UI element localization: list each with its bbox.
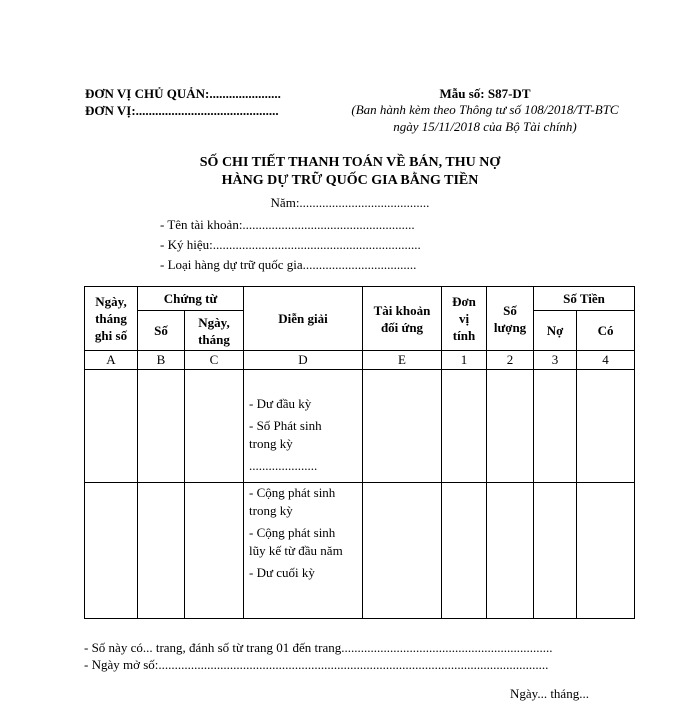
header-unit: Đơn vị tính [442,287,487,351]
parent-unit-label: ĐƠN VỊ CHỦ QUẢN:...................... [85,86,281,101]
header-voucher: Chứng từ [138,287,244,311]
cell-empty [85,370,138,483]
cell-empty [138,483,185,619]
description-line: - Cộng phát sinh [249,485,336,500]
column-code: 3 [534,351,577,370]
cell-empty [487,370,534,483]
description-line: - Dư đầu kỳ [249,396,312,411]
symbol-line: - Ký hiệu:................................................................ [160,237,421,252]
column-code: A [85,351,138,370]
description-line: - Cộng phát sinh [249,525,336,540]
column-code: E [363,351,442,370]
cell-empty [442,370,487,483]
header-debit: Nợ [534,311,577,351]
description-line: - Số Phát sinh [249,418,322,433]
ledger-row [85,370,635,483]
column-code: 1 [442,351,487,370]
cell-empty [363,483,442,619]
goods-type-line: - Loại hàng dự trữ quốc gia................................... [160,257,417,272]
header-counter-account: Tài khoản đối ứng [363,287,442,351]
year-line: Năm:........................................ [270,195,430,210]
account-name-line: - Tên tài khoản:..................................................... [160,217,415,232]
column-codes-row [85,351,635,370]
header-amount: Số Tiền [534,287,635,311]
description-line: trong kỳ [249,503,293,518]
form-number: Mẫu số: S87-DT [439,86,531,101]
document-title-line2: HÀNG DỰ TRỮ QUỐC GIA BẰNG TIỀN [221,173,479,188]
header-quantity: Số lượng [487,287,534,351]
cell-empty [185,370,244,483]
ledger-table [84,286,635,619]
description-line: trong kỳ [249,436,293,451]
cell-empty [185,483,244,619]
description-line: - Dư cuối kỳ [249,565,315,580]
header-date-recorded: Ngày, tháng ghi số [85,287,138,351]
cell-empty [85,483,138,619]
unit-label: ĐƠN VỊ:............................................ [85,103,279,118]
header-voucher-number: Số [138,311,185,351]
ledger-row [85,483,635,619]
cell-empty [534,370,577,483]
cell-empty [534,483,577,619]
header-credit: Có [577,311,635,351]
header-voucher-date: Ngày, tháng [185,311,244,351]
description-line: ..................... [249,458,318,473]
document-title-line1: SỐ CHI TIẾT THANH TOÁN VỀ BÁN, THU NỢ [199,155,501,170]
cell-empty [442,483,487,619]
issued-by-line2: ngày 15/11/2018 của Bộ Tài chính) [393,119,577,134]
open-date-line: - Ngày mở số:........................................................................................................................ [84,657,549,672]
cell-empty [577,483,635,619]
cell-empty [138,370,185,483]
column-code: C [185,351,244,370]
column-code: 4 [577,351,635,370]
column-code: D [244,351,363,370]
column-code: B [138,351,185,370]
description-line: lũy kế từ đầu năm [249,543,343,558]
cell-empty [363,370,442,483]
header-description: Diễn giải [244,287,363,351]
issued-by-line1: (Ban hành kèm theo Thông tư số 108/2018/TT-BTC [351,102,619,117]
description-cell [244,370,363,483]
description-cell [244,483,363,619]
column-code: 2 [487,351,534,370]
cell-empty [577,370,635,483]
pages-note: - Số này có... trang, đánh số từ trang 01 đến trang................................................................. [84,640,553,655]
cell-empty [487,483,534,619]
date-line: Ngày... tháng... [510,686,589,701]
